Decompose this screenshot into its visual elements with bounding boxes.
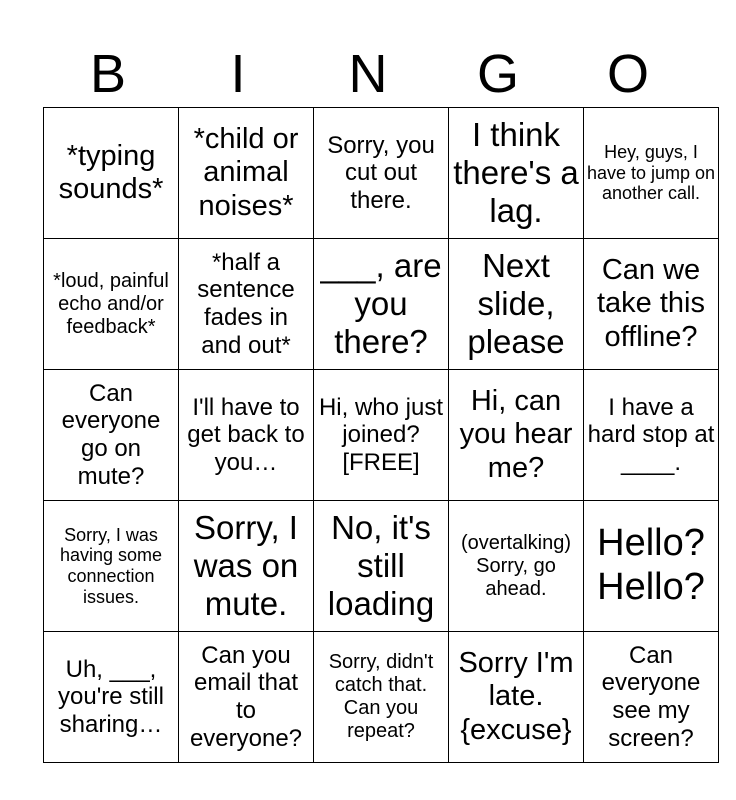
header-letter-i: I [230, 44, 246, 104]
header-letter-g: G [476, 44, 519, 104]
bingo-cell: I'll have to get back to you… [179, 370, 314, 501]
bingo-cell: Sorry, didn't catch that. Can you repeat? [314, 632, 449, 763]
bingo-cell: Sorry, I was having some connection issues. [44, 501, 179, 632]
bingo-cell: *loud, painful echo and/or feedback* [44, 239, 179, 370]
bingo-cell: *child or animal noises* [179, 108, 314, 239]
board-row [44, 632, 719, 763]
bingo-cell: I have a hard stop at ____. [584, 370, 719, 501]
board-row [44, 239, 719, 370]
board-row [44, 501, 719, 632]
bingo-cell: *typing sounds* [44, 108, 179, 239]
bingo-cell: Hello? Hello? [584, 501, 719, 632]
bingo-cell: Can you email that to everyone? [179, 632, 314, 763]
bingo-cell: ___, are you there? [314, 239, 449, 370]
bingo-cell: Next slide, please [449, 239, 584, 370]
bingo-cell: Hi, can you hear me? [449, 370, 584, 501]
header-letter-n: N [348, 44, 388, 104]
bingo-cell: Sorry, I was on mute. [179, 501, 314, 632]
header-letter-o: O [606, 44, 649, 104]
bingo-cell: Hi, who just joined? [FREE] [314, 370, 449, 501]
bingo-cell: Can everyone go on mute? [44, 370, 179, 501]
bingo-cell: Sorry I'm late. {excuse} [449, 632, 584, 763]
bingo-cell: Uh, ___, you're still sharing… [44, 632, 179, 763]
bingo-board [43, 107, 719, 763]
bingo-cell: (overtalking) Sorry, go ahead. [449, 501, 584, 632]
bingo-cell: Can we take this offline? [584, 239, 719, 370]
bingo-cell: I think there's a lag. [449, 108, 584, 239]
bingo-cell: Can everyone see my screen? [584, 632, 719, 763]
bingo-cell: *half a sentence fades in and out* [179, 239, 314, 370]
bingo-cell: Sorry, you cut out there. [314, 108, 449, 239]
header-letter-b: B [89, 44, 127, 104]
bingo-cell: Hey, guys, I have to jump on another call. [584, 108, 719, 239]
board-row [44, 108, 719, 239]
bingo-header [43, 44, 693, 104]
bingo-cell: No, it's still loading [314, 501, 449, 632]
board-row [44, 370, 719, 501]
